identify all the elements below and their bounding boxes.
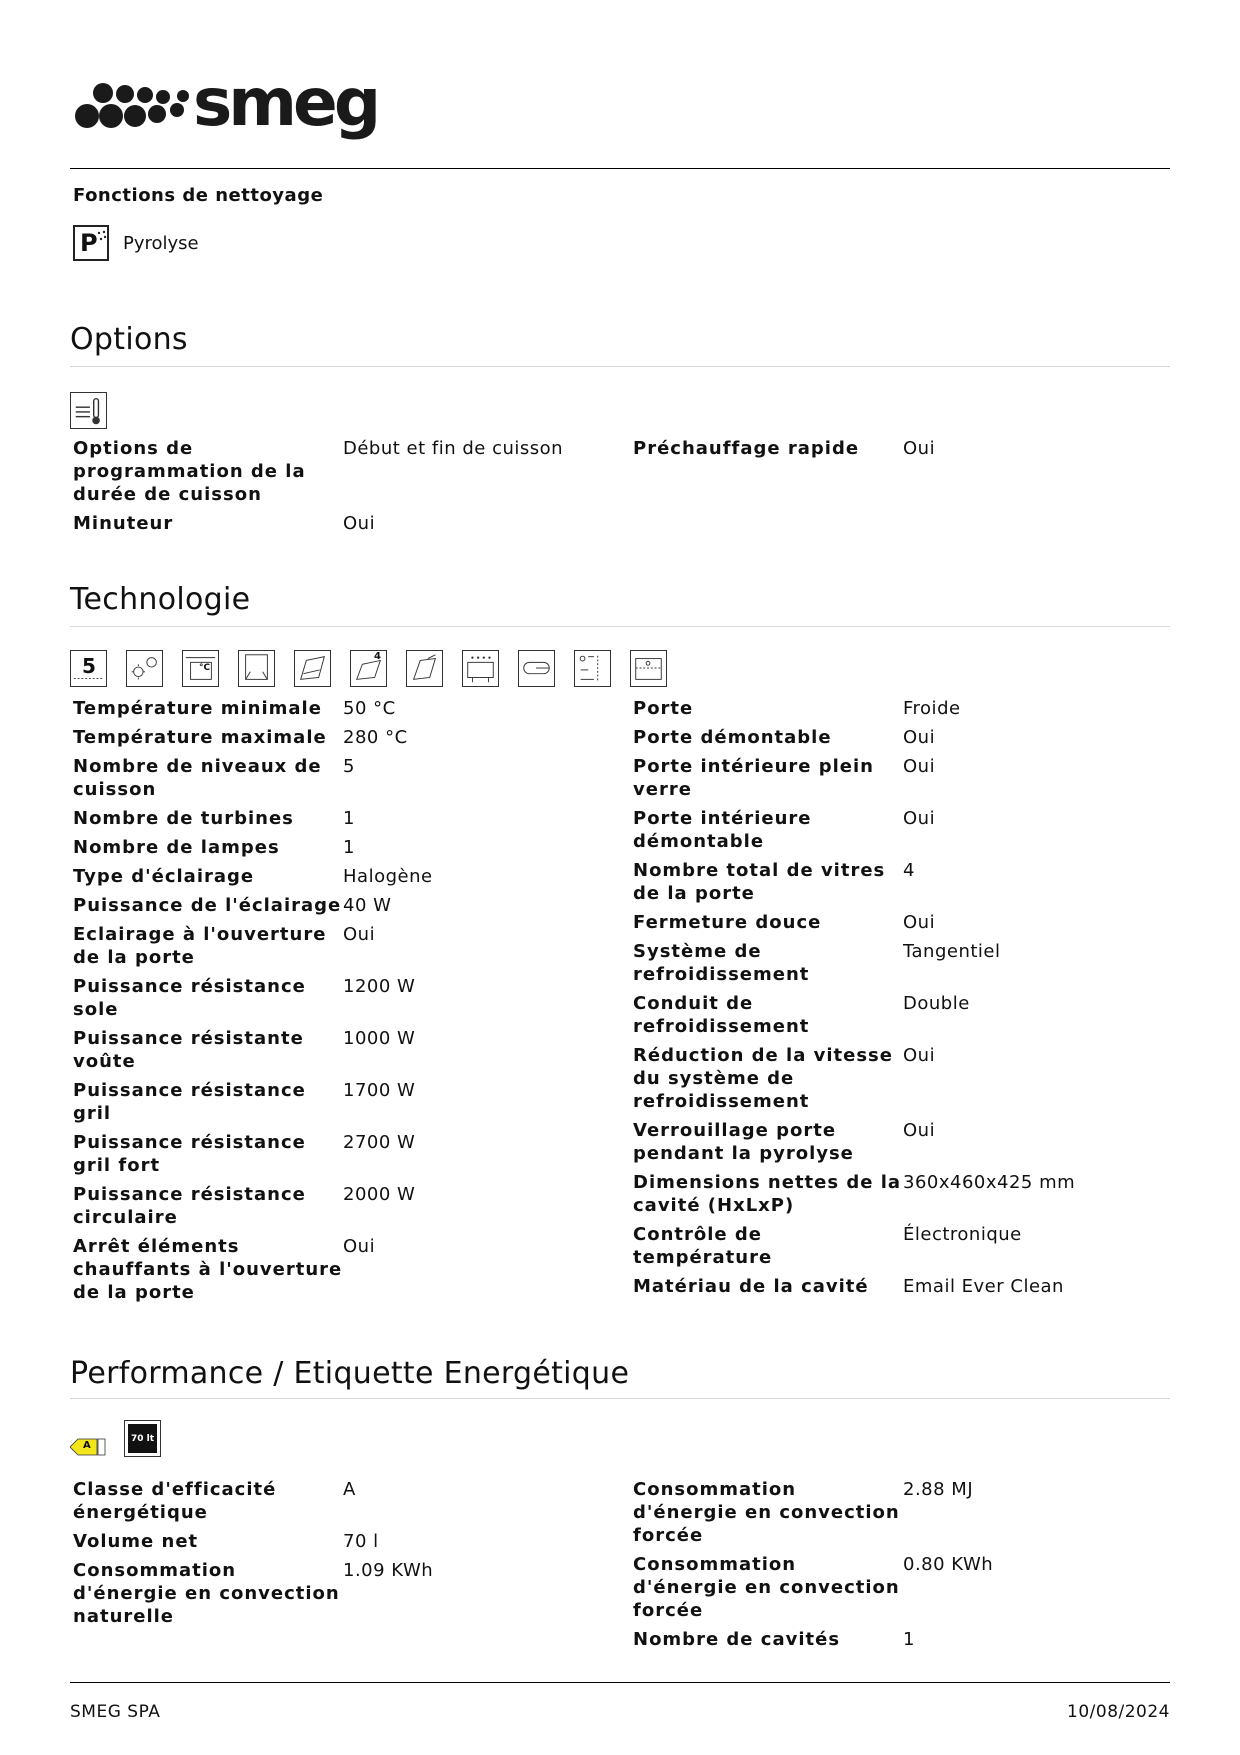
table-row (633, 1171, 1183, 1217)
footer-date: 10/08/2024 (1067, 1702, 1170, 1722)
spec-value: 2000 W (343, 1184, 416, 1205)
table-row (633, 1478, 1183, 1547)
spec-label: Puissance résistance sole (73, 976, 306, 1020)
table-row (73, 1027, 623, 1073)
table-row (633, 437, 1183, 460)
spec-label: Minuteur (73, 513, 174, 534)
technologie-title: Technologie (70, 582, 251, 617)
table-row (633, 807, 1183, 853)
table-row (633, 1044, 1183, 1113)
levels-5-icon-text: 5 (82, 654, 96, 678)
energy-class-icon (70, 1438, 106, 1456)
table-row (73, 807, 623, 830)
footer-company: SMEG SPA (70, 1702, 161, 1722)
pyrolysis-icon (73, 225, 109, 261)
spec-label: Température minimale (73, 698, 322, 719)
performance-right-table (633, 1478, 1183, 1657)
table-row (73, 975, 623, 1021)
table-row (73, 726, 623, 749)
spec-label: Porte (633, 698, 694, 719)
table-row (73, 923, 623, 969)
spec-label: Matériau de la cavité (633, 1276, 869, 1297)
door-glass-4-icon-text: 4 (374, 651, 381, 662)
spec-value: Électronique (903, 1224, 1022, 1245)
performance-divider (70, 1398, 1170, 1399)
volume-icon (124, 1420, 161, 1457)
spec-label: Consommation d'énergie en convection naturelle (73, 1560, 340, 1627)
table-row (633, 992, 1183, 1038)
spec-label: Nombre de turbines (73, 808, 294, 829)
spec-value: 1700 W (343, 1080, 416, 1101)
table-row (633, 1628, 1183, 1651)
spec-value: Oui (903, 438, 936, 459)
options-right-table (633, 437, 1183, 466)
table-row (73, 1235, 623, 1304)
spec-label: Puissance de l'éclairage (73, 895, 342, 916)
spec-value: Oui (343, 924, 376, 945)
table-row (73, 1530, 623, 1553)
header-divider (70, 168, 1170, 169)
spec-label: Puissance résistance gril (73, 1080, 306, 1124)
temperature-display-icon-text: °C (199, 663, 211, 673)
cleaning-title: Fonctions de nettoyage (73, 185, 324, 206)
spec-value: 0.80 KWh (903, 1554, 994, 1575)
performance-left-table (73, 1478, 623, 1634)
technologie-left-table (73, 697, 623, 1310)
table-row (633, 1119, 1183, 1165)
spec-label: Volume net (73, 1531, 199, 1552)
table-row (633, 1553, 1183, 1622)
options-left-table (73, 437, 623, 541)
table-row (73, 1183, 623, 1229)
spec-value: 1 (343, 837, 355, 858)
spec-value: 1 (903, 1629, 915, 1650)
spec-label: Température maximale (73, 727, 327, 748)
oven-door-icon (238, 650, 275, 687)
spec-value: Oui (903, 912, 936, 933)
table-row (633, 940, 1183, 986)
spec-label: Porte intérieure démontable (633, 808, 812, 852)
spec-value: 2700 W (343, 1132, 416, 1153)
options-divider (70, 366, 1170, 367)
door-glass-4-icon (350, 650, 387, 687)
spec-value: Oui (903, 727, 936, 748)
spec-label: Options de programmation de la durée de cuisson (73, 438, 306, 505)
spec-value: 360x460x425 mm (903, 1172, 1076, 1193)
pyrolysis-icon-letter: P (80, 229, 98, 257)
table-row (73, 894, 623, 917)
spec-label: Nombre de niveaux de cuisson (73, 756, 322, 800)
table-row (633, 697, 1183, 720)
spec-label: Réduction de la vitesse du système de refroidissement (633, 1045, 893, 1112)
table-row (633, 1223, 1183, 1269)
table-row (633, 1275, 1183, 1298)
spec-value: Oui (903, 808, 936, 829)
spec-label: Puissance résistante voûte (73, 1028, 304, 1072)
volume-icon-label: 70 lt (128, 1424, 157, 1453)
spec-value: 1200 W (343, 976, 416, 997)
table-row (73, 836, 623, 859)
spec-value: Froide (903, 698, 961, 719)
spec-label: Consommation d'énergie en convection forcée (633, 1479, 900, 1546)
table-row (73, 865, 623, 888)
door-glass-icon (294, 650, 331, 687)
table-row (633, 911, 1183, 934)
spec-value: Oui (903, 1045, 936, 1066)
brand-dots-icon (75, 70, 193, 135)
temperature-control-icon (574, 650, 611, 687)
spec-value: Double (903, 993, 970, 1014)
spec-label: Consommation d'énergie en convection forcée (633, 1554, 900, 1621)
technologie-divider (70, 626, 1170, 627)
table-row (73, 697, 623, 720)
performance-title: Performance / Etiquette Energétique (70, 1356, 630, 1391)
spec-value: 1000 W (343, 1028, 416, 1049)
table-row (633, 859, 1183, 905)
spec-label: Porte démontable (633, 727, 832, 748)
cooling-vents-icon (462, 650, 499, 687)
pyrolysis-label: Pyrolyse (123, 233, 199, 254)
timer-thermometer-icon (70, 392, 107, 429)
spec-label: Arrêt éléments chauffants à l'ouverture de la porte (73, 1236, 343, 1303)
spec-value: Tangentiel (903, 941, 1001, 962)
spec-label: Type d'éclairage (73, 866, 255, 887)
spec-label: Puissance résistance gril fort (73, 1132, 306, 1176)
spec-label: Nombre de lampes (73, 837, 280, 858)
spec-label: Porte intérieure plein verre (633, 756, 874, 800)
table-row (73, 1131, 623, 1177)
table-row (73, 1478, 623, 1524)
door-handle-icon (518, 650, 555, 687)
spec-label: Puissance résistance circulaire (73, 1184, 306, 1228)
table-row (73, 1079, 623, 1125)
brand-logo (75, 64, 378, 141)
footer-divider (70, 1682, 1170, 1683)
fan-light-icon (126, 650, 163, 687)
spec-label: Nombre total de vitres de la porte (633, 860, 886, 904)
door-removable-icon (406, 650, 443, 687)
spec-label: Eclairage à l'ouverture de la porte (73, 924, 327, 968)
cavity-icon (630, 650, 667, 687)
pyrolysis-sparkle-icon (96, 230, 108, 242)
table-row (73, 1559, 623, 1628)
spec-value: Email Ever Clean (903, 1276, 1064, 1297)
spec-value: Oui (903, 756, 936, 777)
spec-value: 5 (343, 756, 355, 777)
spec-label: Nombre de cavités (633, 1629, 841, 1650)
spec-value: Oui (903, 1120, 936, 1141)
spec-value: 2.88 MJ (903, 1479, 974, 1500)
table-row (633, 726, 1183, 749)
levels-5-icon (70, 650, 107, 687)
spec-value: 70 l (343, 1531, 379, 1552)
technologie-right-table (633, 697, 1183, 1304)
table-row (633, 755, 1183, 801)
technologie-icon-row (70, 650, 667, 687)
temperature-display-icon (182, 650, 219, 687)
spec-label: Conduit de refroidissement (633, 993, 810, 1037)
spec-value: 4 (903, 860, 915, 881)
spec-label: Classe d'efficacité énergétique (73, 1479, 277, 1523)
spec-value: 40 W (343, 895, 392, 916)
table-row (73, 437, 623, 506)
spec-label: Système de refroidissement (633, 941, 810, 985)
spec-label: Verrouillage porte pendant la pyrolyse (633, 1120, 854, 1164)
spec-value: 50 °C (343, 698, 396, 719)
spec-value: 280 °C (343, 727, 408, 748)
spec-value: 1.09 KWh (343, 1560, 434, 1581)
options-title: Options (70, 322, 188, 357)
spec-value: Oui (343, 513, 376, 534)
spec-value: Oui (343, 1236, 376, 1257)
spec-label: Contrôle de température (633, 1224, 773, 1268)
brand-wordmark: smeg (193, 64, 378, 141)
spec-value: Début et fin de cuisson (343, 438, 564, 459)
spec-label: Préchauffage rapide (633, 438, 860, 459)
spec-value: A (343, 1479, 356, 1500)
spec-label: Fermeture douce (633, 912, 822, 933)
spec-label: Dimensions nettes de la cavité (HxLxP) (633, 1172, 902, 1216)
table-row (73, 512, 623, 535)
table-row (73, 755, 623, 801)
spec-value: Halogène (343, 866, 433, 887)
energy-class-icon-letter: A (83, 1440, 91, 1451)
spec-value: 1 (343, 808, 355, 829)
